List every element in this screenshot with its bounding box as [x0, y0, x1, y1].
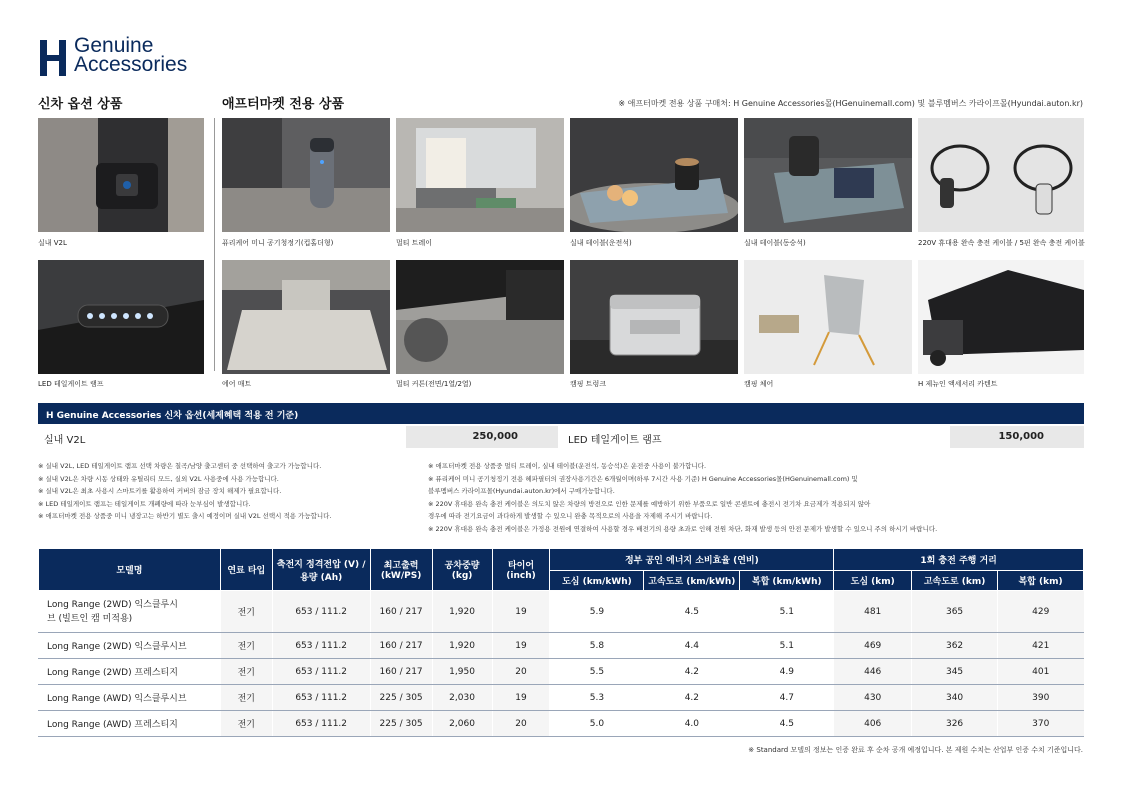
caption-v2l: 실내 V2L	[38, 239, 67, 247]
spec-cell: 653 / 111.2	[272, 685, 370, 711]
tailgate-lamp-photo	[38, 260, 204, 374]
spec-cell: 4.7	[740, 685, 834, 711]
th-efficiency-group: 정부 공인 에너지 소비효율 (연비)	[550, 549, 834, 571]
spec-cell: 446	[834, 659, 912, 685]
note-line: ※ 실내 V2L은 최초 사용시 스마트키를 활용하여 커버의 잠금 장치 해제가 필요합니다.	[38, 487, 282, 496]
th-rng-city: 도심 (km)	[834, 571, 912, 591]
caption-tailgate-lamp: LED 테일게이트 램프	[38, 380, 104, 388]
spec-cell: 653 / 111.2	[272, 711, 370, 737]
spec-cell: 225 / 305	[370, 685, 432, 711]
multi-tray-photo	[396, 118, 564, 232]
price-row	[38, 426, 1084, 448]
spec-cell: 653 / 111.2	[272, 633, 370, 659]
table-row	[39, 685, 1084, 711]
spec-cell: 160 / 217	[370, 591, 432, 633]
spec-cell: 365	[912, 591, 998, 633]
caption-car-tent: H 제뉴인 액세서리 카텐트	[918, 380, 998, 388]
spec-cell: 20	[492, 659, 550, 685]
brand-logo	[38, 36, 187, 80]
note-line: ※ 220V 휴대용 완속 충전 케이블은 가정용 전원에 연결하여 사용할 경우 배전기의 용량 초과로 인해 전원 차단, 화재 발생 등의 안전 문제가 발생할 수 있으니 주의 하시기 바랍니다.	[428, 524, 938, 533]
model-name-cell: Long Range (2WD) 익스클루시브 (빌트인 캠 미적용)	[39, 591, 221, 633]
th-model: 모델명	[39, 549, 221, 591]
model-name-cell: Long Range (2WD) 프레스티지	[39, 659, 221, 685]
caption-table-passenger: 실내 테이블(동승석)	[744, 239, 806, 247]
spec-cell: 4.0	[644, 711, 740, 737]
price-item-value: 250,000	[406, 426, 558, 448]
spec-cell: 653 / 111.2	[272, 591, 370, 633]
spec-cell: 19	[492, 633, 550, 659]
spec-cell: 5.8	[550, 633, 644, 659]
th-weight: 공차중량 (kg)	[432, 549, 492, 591]
spec-cell: 1,920	[432, 591, 492, 633]
caption-curtain: 멀티 커튼(전면/1열/2열)	[396, 380, 472, 388]
car-tent-photo	[918, 260, 1084, 374]
caption-air-mat: 에어 매트	[222, 380, 252, 388]
spec-cell: 4.4	[644, 633, 740, 659]
spec-table	[38, 548, 1084, 737]
spec-cell: 19	[492, 591, 550, 633]
spec-cell: 390	[998, 685, 1084, 711]
spec-cell: 4.2	[644, 659, 740, 685]
table-row	[39, 633, 1084, 659]
spec-cell: 19	[492, 685, 550, 711]
note-line: 경우에 따라 전기요금이 과다하게 발생할 수 있으니 완충 목적으로의 사용을 자제해 주시기 바랍니다.	[428, 512, 713, 521]
spec-cell: 469	[834, 633, 912, 659]
spec-cell: 전기	[220, 685, 272, 711]
table-row	[39, 711, 1084, 737]
aftermarket-section-title: 애프터마켓 전용 상품	[222, 97, 345, 112]
v2l-photo	[38, 118, 204, 232]
note-line: ※ 퓨리케어 미니 공기청정기 전용 헤파필터의 권장사용기간은 6개월이며(하루 7시간 사용 기준) H Genuine Accessories몰(HGenuinemall.com) 및	[428, 474, 858, 483]
caption-cable: 220V 휴대용 완속 충전 케이블 / 5핀 완속 충전 케이블	[918, 239, 1085, 247]
th-power: 최고출력 (kW/PS)	[370, 549, 432, 591]
spec-cell: 5.0	[550, 711, 644, 737]
spec-cell: 340	[912, 685, 998, 711]
note-line: ※ LED 테일게이트 램프는 테일게이트 개폐량에 따라 눈부심이 발생합니다.	[38, 499, 251, 508]
spec-cell: 326	[912, 711, 998, 737]
spec-cell: 5.3	[550, 685, 644, 711]
price-item-value: 150,000	[950, 426, 1084, 448]
spec-cell: 160 / 217	[370, 659, 432, 685]
spec-cell: 4.5	[644, 591, 740, 633]
h-logo-icon	[38, 36, 70, 74]
camping-chair-photo	[744, 260, 912, 374]
spec-cell: 481	[834, 591, 912, 633]
section-divider	[214, 118, 215, 371]
purifier-photo	[222, 118, 390, 232]
caption-camping-trunk: 캠핑 트렁크	[570, 380, 607, 388]
notes-left	[38, 460, 418, 523]
model-name-cell: Long Range (AWD) 프레스티지	[39, 711, 221, 737]
th-range-group: 1회 충전 주행 거리	[834, 549, 1084, 571]
model-name-cell: Long Range (AWD) 익스클루시브	[39, 685, 221, 711]
purchase-note: ※ 애프터마켓 전용 상품 구매처: H Genuine Accessories몰(HGenuinemall.com) 및 블루멤버스 카라이프몰(Hyundai.auton.kr)	[618, 99, 1083, 108]
note-line: ※ 애프터마켓 전용 상품중 멀티 트레이, 실내 테이블(운전석, 동승석)은 운전중 사용이 불가합니다.	[428, 462, 707, 470]
brand-line1: Genuine	[74, 34, 154, 57]
note-line: ※ 애프터마켓 전용 상품중 미니 냉장고는 하반기 별도 출시 예정이며 실내 V2L 선택시 적용 가능합니다.	[38, 512, 332, 521]
note-line: ※ 실내 V2L은 차량 시동 상태와 유틸리티 모드, 실외 V2L 사용중에 사용 가능합니다.	[38, 474, 279, 483]
th-rng-hwy: 고속도로 (km)	[912, 571, 998, 591]
table-driver-photo	[570, 118, 738, 232]
spec-cell: 5.5	[550, 659, 644, 685]
note-line: ※ 220V 휴대용 완속 충전 케이블은 의도치 않은 차량의 방전으로 인한 문제를 예방하기 위한 부품으로 일반 콘센트에 충전시 전기차 요금제가 적용되지 않아	[428, 499, 871, 508]
spec-cell: 429	[998, 591, 1084, 633]
spec-cell: 421	[998, 633, 1084, 659]
spec-cell: 370	[998, 711, 1084, 737]
spec-cell: 20	[492, 711, 550, 737]
th-battery: 축전지 정격전압 (V) / 용량 (Ah)	[272, 549, 370, 591]
spec-cell: 전기	[220, 711, 272, 737]
caption-purifier: 퓨리케어 미니 공기청정기(컵홀더형)	[222, 239, 334, 247]
th-tire: 타이어 (inch)	[492, 549, 550, 591]
th-eff-city: 도심 (km/kWh)	[550, 571, 644, 591]
table-row	[39, 659, 1084, 685]
caption-multi-tray: 멀티 트레이	[396, 239, 433, 247]
notes-right	[428, 460, 1084, 536]
spec-cell: 345	[912, 659, 998, 685]
spec-cell: 1,950	[432, 659, 492, 685]
spec-cell: 4.9	[740, 659, 834, 685]
th-eff-hwy: 고속도로 (km/kWh)	[644, 571, 740, 591]
th-fuel: 연료 타입	[220, 549, 272, 591]
camping-trunk-photo	[570, 260, 738, 374]
caption-camping-chair: 캠핑 체어	[744, 380, 774, 388]
spec-cell: 전기	[220, 591, 272, 633]
caption-table-driver: 실내 테이블(운전석)	[570, 239, 632, 247]
price-table-title: H Genuine Accessories 신차 옵션(세제혜택 적용 전 기준)	[38, 403, 1084, 424]
spec-cell: 406	[834, 711, 912, 737]
spec-cell: 2,030	[432, 685, 492, 711]
note-line: ※ 실내 V2L, LED 테일게이트 램프 선택 차량은 칠곡/남양 출고센터 중 선택하여 출고가 가능합니다.	[38, 462, 322, 470]
table-row	[39, 591, 1084, 633]
spec-cell: 401	[998, 659, 1084, 685]
spec-cell: 1,920	[432, 633, 492, 659]
note-line: 블루멤버스 카라이프몰(Hyundai.auton.kr)에서 구매가능합니다.	[428, 487, 615, 496]
spec-cell: 4.5	[740, 711, 834, 737]
price-item-name: LED 테일게이트 램프	[562, 426, 802, 448]
new-car-section-title: 신차 옵션 상품	[38, 97, 123, 112]
brand-line2: Accessories	[74, 53, 188, 76]
spec-cell: 5.1	[740, 633, 834, 659]
cable-photo	[918, 118, 1084, 232]
spec-cell: 430	[834, 685, 912, 711]
th-eff-comb: 복합 (km/kWh)	[740, 571, 834, 591]
th-rng-comb: 복합 (km)	[998, 571, 1084, 591]
spec-cell: 4.2	[644, 685, 740, 711]
spec-cell: 5.9	[550, 591, 644, 633]
spec-cell: 전기	[220, 633, 272, 659]
table-passenger-photo	[744, 118, 912, 232]
spec-cell: 160 / 217	[370, 633, 432, 659]
spec-cell: 2,060	[432, 711, 492, 737]
curtain-photo	[396, 260, 564, 374]
spec-cell: 전기	[220, 659, 272, 685]
footnote: ※ Standard 모델의 정보는 인증 완료 후 순차 공개 예정입니다. 본 제원 수치는 산업부 인증 수치 기준입니다.	[748, 746, 1083, 754]
spec-cell: 5.1	[740, 591, 834, 633]
model-name-cell: Long Range (2WD) 익스클루시브	[39, 633, 221, 659]
spec-cell: 225 / 305	[370, 711, 432, 737]
price-item-name: 실내 V2L	[38, 426, 278, 448]
spec-cell: 653 / 111.2	[272, 659, 370, 685]
spec-cell: 362	[912, 633, 998, 659]
air-mat-photo	[222, 260, 390, 374]
